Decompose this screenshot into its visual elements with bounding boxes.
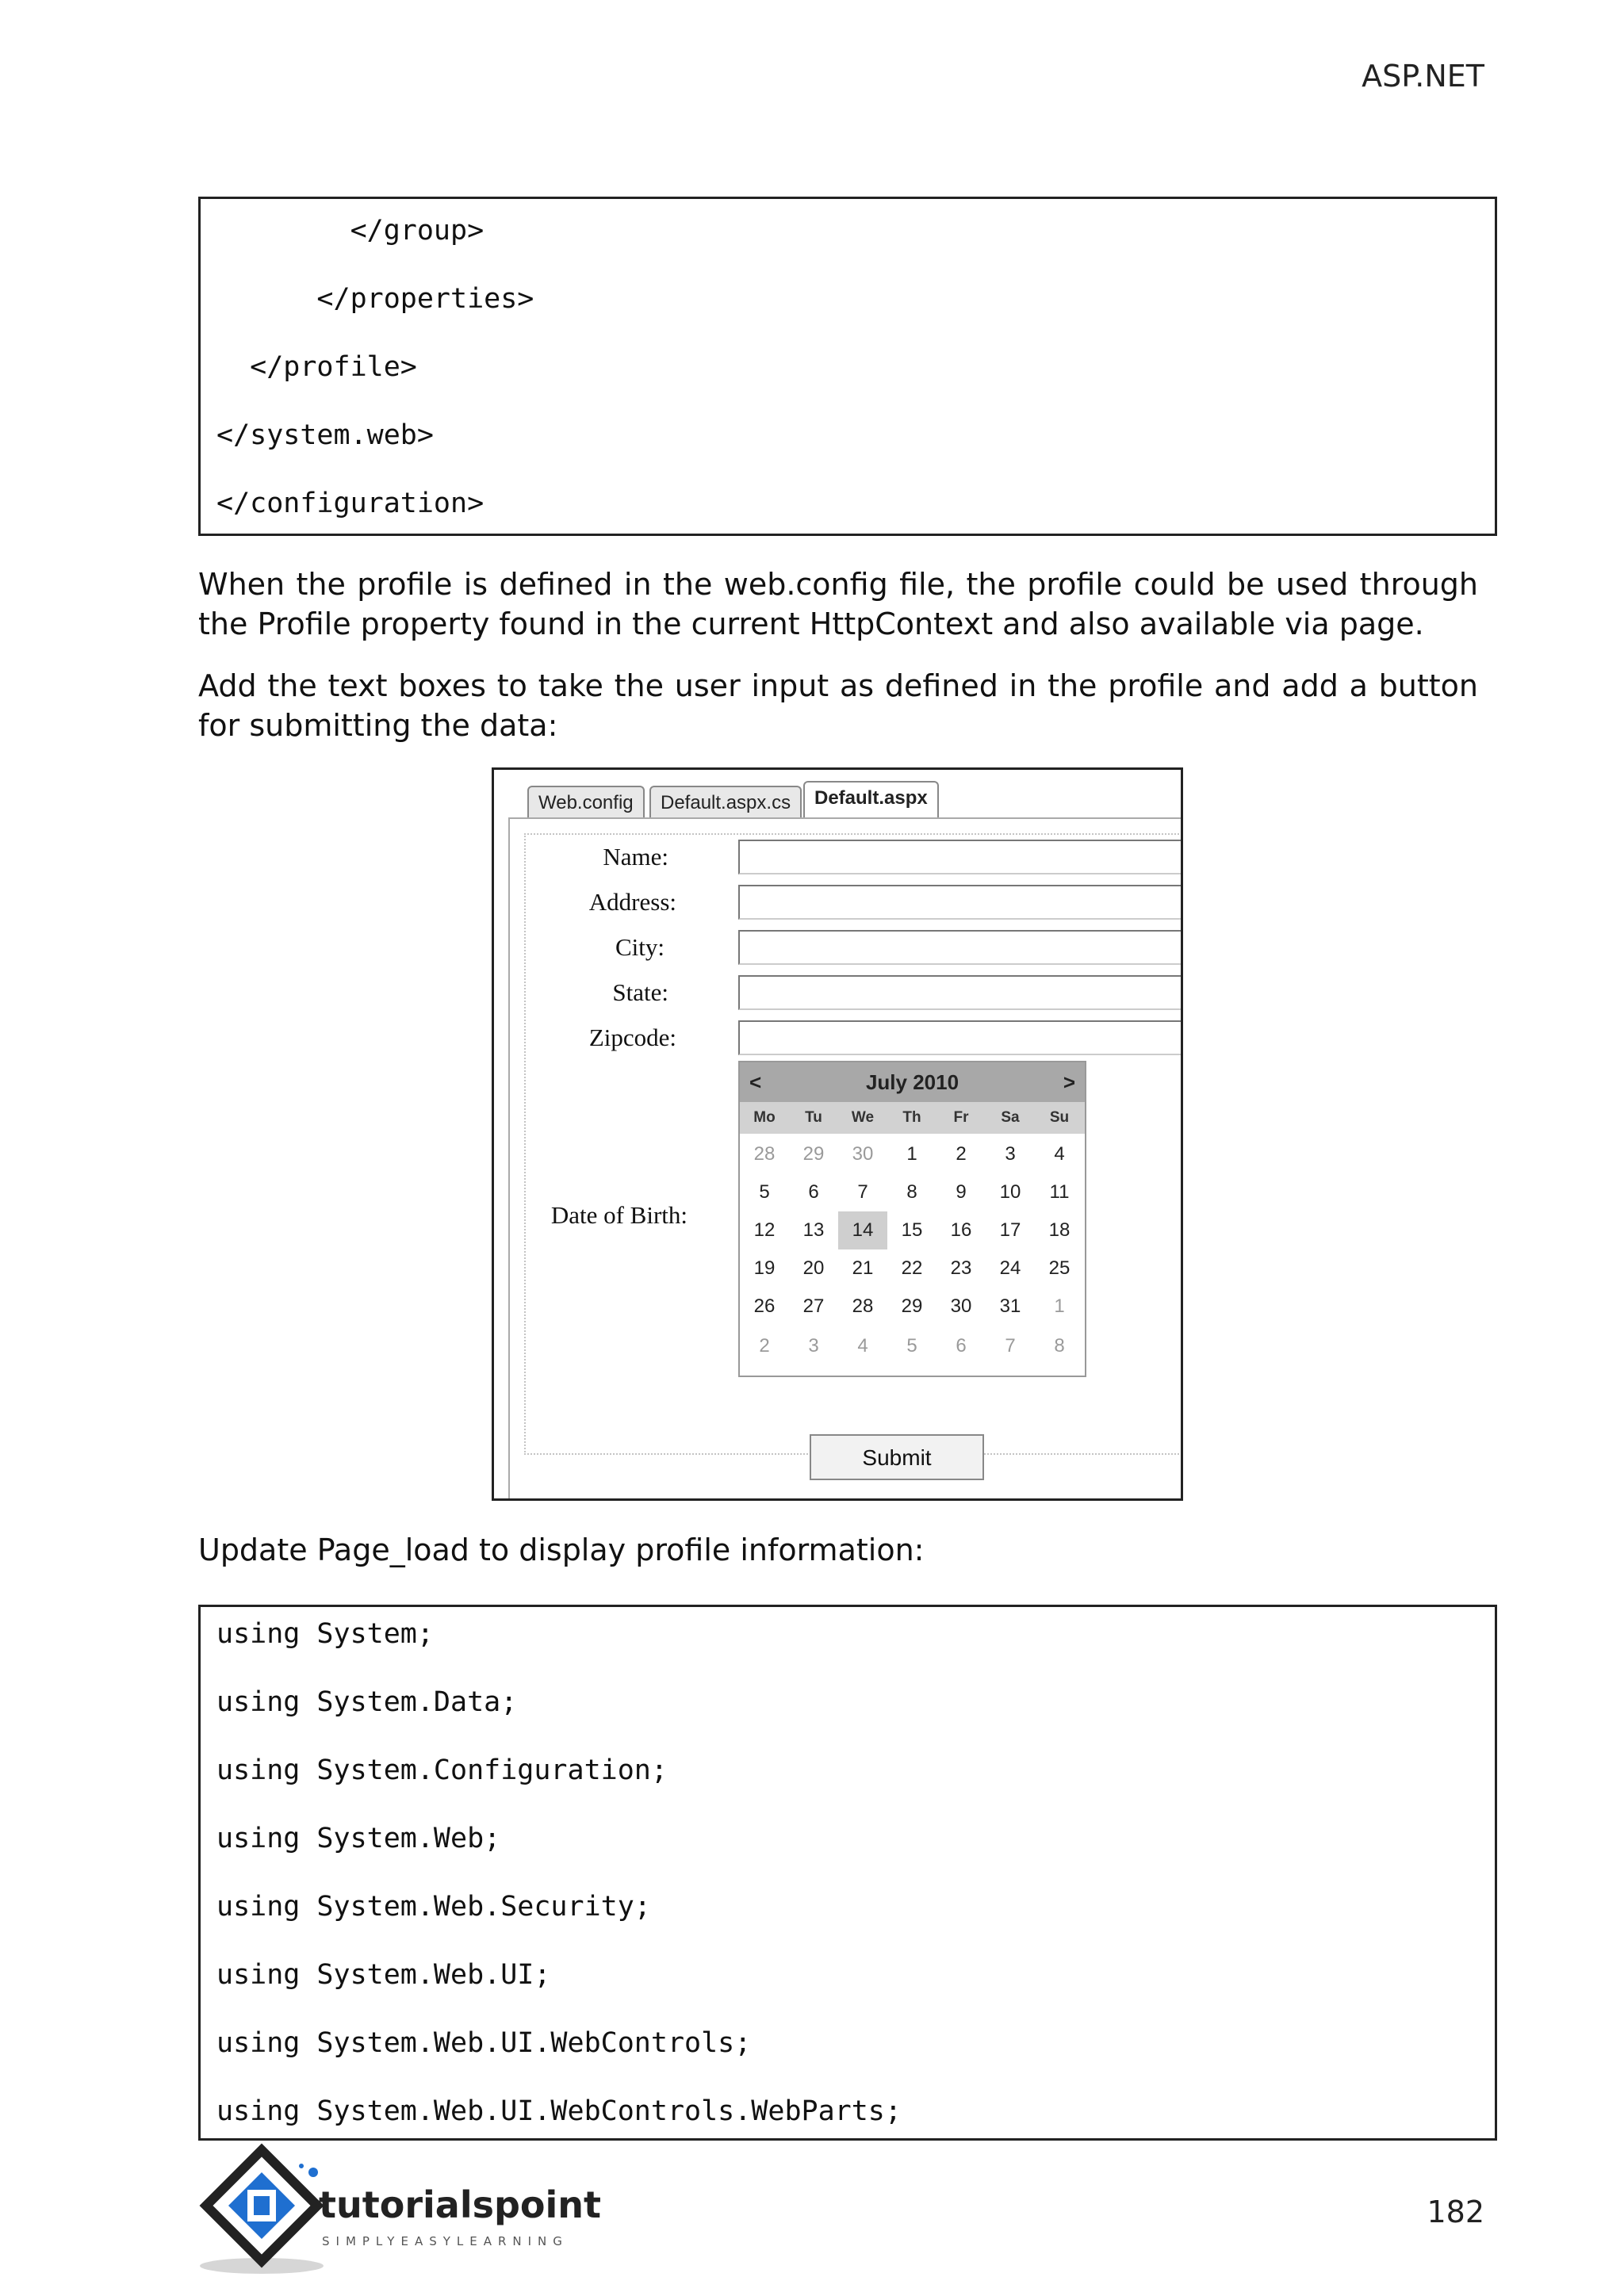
- tab-default-aspx-cs[interactable]: Default.aspx.cs: [649, 786, 802, 819]
- weekday-header: Tu: [805, 1109, 822, 1126]
- code-line: using System.Configuration;: [216, 1755, 668, 1786]
- submit-button[interactable]: Submit: [810, 1434, 984, 1480]
- code-line: using System.Data;: [216, 1686, 518, 1718]
- state-input[interactable]: [738, 975, 1183, 1010]
- calendar-day[interactable]: 1: [1054, 1295, 1065, 1317]
- calendar-day[interactable]: 28: [753, 1143, 776, 1165]
- name-label: Name:: [603, 843, 668, 871]
- calendar-prev-button[interactable]: <: [749, 1070, 762, 1094]
- calendar-title-bar: [740, 1062, 1085, 1102]
- calendar-weekday-row: [740, 1102, 1085, 1134]
- code-line: using System.Web.UI.WebControls;: [216, 2027, 752, 2059]
- calendar-day[interactable]: 6: [808, 1181, 819, 1203]
- weekday-header: Th: [902, 1109, 921, 1126]
- weekday-header: Sa: [1001, 1109, 1020, 1126]
- calendar-day[interactable]: 1: [906, 1143, 917, 1165]
- calendar-day[interactable]: 4: [1054, 1143, 1065, 1165]
- running-header: ASP.NET: [1362, 59, 1484, 94]
- calendar-day[interactable]: 28: [852, 1295, 874, 1317]
- profile-form-table: [524, 833, 1183, 1455]
- calendar-day[interactable]: 8: [1054, 1335, 1065, 1357]
- weekday-header: We: [851, 1109, 875, 1126]
- date-of-birth-label: Date of Birth:: [550, 1201, 688, 1229]
- code-line: </configuration>: [216, 488, 485, 519]
- calendar-day[interactable]: 7: [1005, 1335, 1016, 1357]
- calendar-day[interactable]: 29: [901, 1295, 923, 1317]
- code-line: using System.Web.UI;: [216, 1959, 551, 1991]
- design-surface: [508, 817, 1183, 1501]
- calendar-day[interactable]: 4: [857, 1335, 868, 1357]
- weekday-header: Su: [1049, 1109, 1070, 1126]
- calendar-day[interactable]: 7: [857, 1181, 868, 1203]
- zipcode-label: Zipcode:: [588, 1024, 676, 1051]
- calendar-day[interactable]: 9: [956, 1181, 967, 1203]
- calendar-day[interactable]: 17: [999, 1219, 1021, 1241]
- calendar-day[interactable]: 26: [753, 1295, 776, 1317]
- calendar-day[interactable]: 24: [999, 1257, 1021, 1279]
- form-designer-screenshot: [492, 767, 1183, 1501]
- calendar-day[interactable]: 25: [1048, 1257, 1071, 1279]
- tab-default-aspx[interactable]: Default.aspx: [803, 781, 939, 819]
- calendar-day[interactable]: 2: [759, 1335, 770, 1357]
- code-block-config: [198, 197, 1497, 536]
- code-line: </system.web>: [216, 419, 434, 451]
- calendar-day[interactable]: 27: [802, 1295, 825, 1317]
- code-line: </group>: [216, 215, 485, 247]
- weekday-header: Mo: [753, 1109, 776, 1126]
- calendar-selected-day[interactable]: 14: [838, 1211, 887, 1249]
- calendar-day[interactable]: 15: [901, 1219, 923, 1241]
- calendar-day[interactable]: 30: [950, 1295, 972, 1317]
- logo-tagline: SIMPLYEASYLEARNING: [322, 2234, 569, 2248]
- calendar-day[interactable]: 10: [999, 1181, 1021, 1203]
- tab-web-config[interactable]: Web.config: [527, 786, 645, 819]
- calendar-day[interactable]: 8: [906, 1181, 917, 1203]
- zipcode-input[interactable]: [738, 1020, 1183, 1055]
- calendar-day[interactable]: 16: [950, 1219, 972, 1241]
- tutorialspoint-logo: [198, 2141, 626, 2275]
- weekday-header: Fr: [953, 1109, 969, 1126]
- logo-wordmark: [319, 2183, 601, 2226]
- calendar-day[interactable]: 20: [802, 1257, 825, 1279]
- date-of-birth-calendar: [738, 1061, 1086, 1377]
- calendar-day[interactable]: 30: [852, 1143, 874, 1165]
- calendar-day[interactable]: 5: [906, 1335, 917, 1357]
- calendar-day[interactable]: 3: [808, 1335, 819, 1357]
- city-input[interactable]: [738, 930, 1183, 965]
- calendar-day[interactable]: 3: [1005, 1143, 1016, 1165]
- calendar-day[interactable]: 31: [999, 1295, 1021, 1317]
- page-number: 182: [1427, 2195, 1484, 2229]
- calendar-day[interactable]: 12: [753, 1219, 776, 1241]
- code-line: using System.Web;: [216, 1823, 501, 1854]
- logo-text: tutorialspoint: [319, 2183, 602, 2226]
- name-input[interactable]: [738, 840, 1183, 874]
- code-block-using: [198, 1605, 1497, 2141]
- calendar-day[interactable]: 23: [950, 1257, 972, 1279]
- state-label: State:: [612, 978, 668, 1006]
- calendar-day[interactable]: 21: [852, 1257, 874, 1279]
- paragraph-profile-usage: When the profile is defined in the web.config file, the profile could be used through the Profile property found in the current HttpContext and also available via page.: [198, 567, 1478, 641]
- calendar-day[interactable]: 19: [753, 1257, 776, 1279]
- calendar-month-label: July 2010: [865, 1070, 959, 1094]
- city-label: City:: [615, 933, 665, 961]
- code-line: using System.Web.UI.WebControls.WebParts;: [216, 2095, 902, 2127]
- calendar-day[interactable]: 5: [759, 1181, 770, 1203]
- calendar-next-button[interactable]: >: [1063, 1070, 1075, 1094]
- calendar-day[interactable]: 2: [956, 1143, 967, 1165]
- calendar-day[interactable]: 13: [802, 1219, 825, 1241]
- calendar-day[interactable]: 18: [1048, 1219, 1071, 1241]
- paragraph-add-textboxes: Add the text boxes to take the user input as defined in the profile and add a button for submitting the data:: [198, 668, 1478, 743]
- code-line: </properties>: [216, 283, 534, 315]
- address-label: Address:: [588, 888, 676, 916]
- paragraph-update-page-load: Update Page_load to display profile information:: [198, 1533, 925, 1567]
- calendar-day[interactable]: 11: [1049, 1181, 1070, 1203]
- code-line: using System.Web.Security;: [216, 1891, 651, 1923]
- code-line: </profile>: [216, 351, 417, 383]
- calendar-day[interactable]: 6: [956, 1335, 967, 1357]
- address-input[interactable]: [738, 885, 1183, 920]
- calendar-day[interactable]: 29: [802, 1143, 825, 1165]
- code-line: using System;: [216, 1618, 434, 1650]
- calendar-day[interactable]: 22: [901, 1257, 923, 1279]
